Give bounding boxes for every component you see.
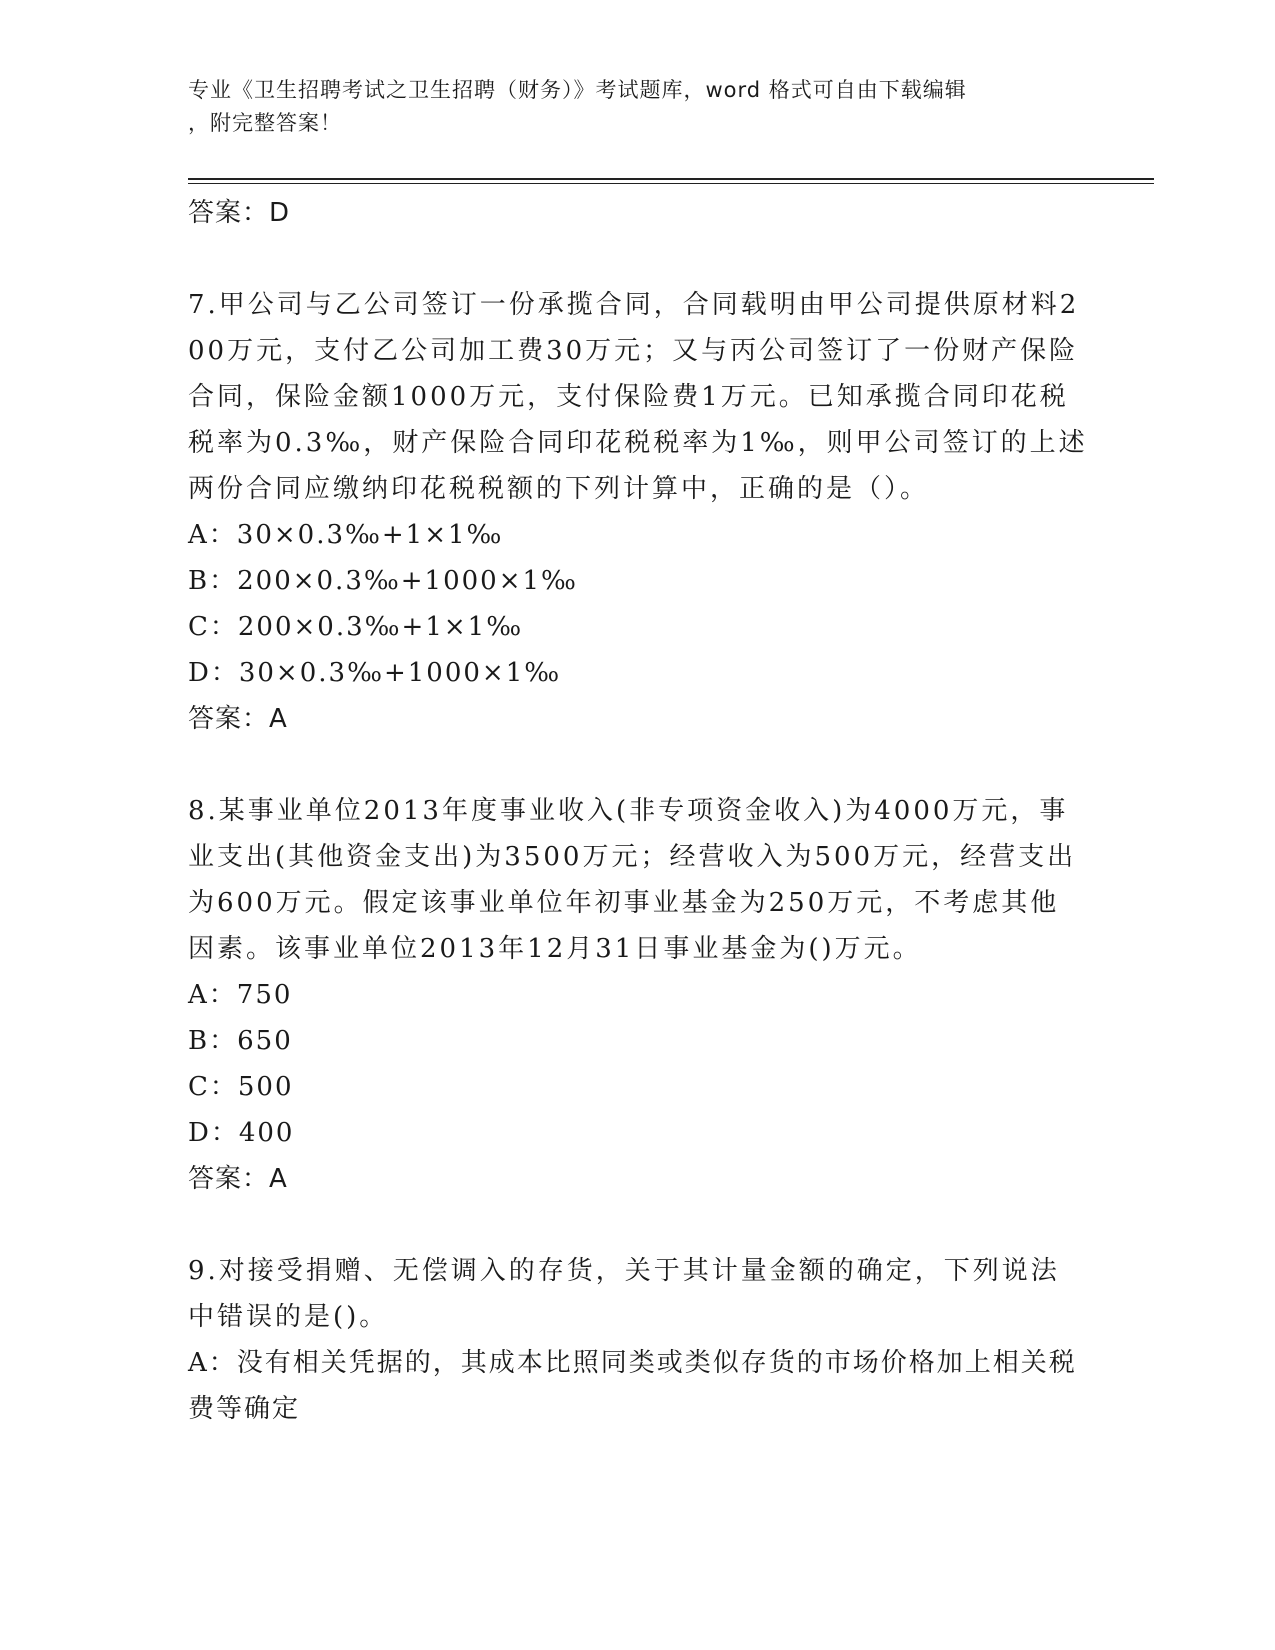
- question-8-option-c: C：500: [188, 1072, 294, 1102]
- question-7-option-a: A：30×0.3‰+1×1‰: [188, 520, 504, 550]
- header-line-1: 专业《卫生招聘考试之卫生招聘（财务）》考试题库，word 格式可自由下载编辑: [188, 78, 967, 102]
- question-9-option-a: A：没有相关凭据的，其成本比照同类或类似存货的市场价格加上相关税费等确定: [188, 1348, 1077, 1424]
- header-divider-thick: [188, 178, 1154, 180]
- question-8-option-b: B：650: [188, 1026, 293, 1056]
- question-8-option-d: D：400: [188, 1118, 295, 1148]
- question-8-option-a: A：750: [188, 980, 293, 1010]
- question-7-option-b: B：200×0.3‰+1000×1‰: [188, 566, 578, 596]
- question-7-option-c: C：200×0.3‰+1×1‰: [188, 612, 524, 642]
- question-9: [188, 1248, 1088, 1432]
- question-8: [188, 788, 1088, 1202]
- header-divider-thin: [188, 183, 1154, 184]
- question-8-text: 8.某事业单位2013年度事业收入(非专项资金收入)为4000万元，事业支出(其他资金支出)为3500万元；经营收入为500万元，经营支出为600万元。假定该事业单位年初事业基金为250万元，不考虑其他因素。该事业单位2013年12月31日事业基金为()万元。: [188, 796, 1077, 964]
- spacer: [188, 236, 1088, 282]
- question-7: [188, 282, 1088, 742]
- document-header: [188, 74, 1088, 140]
- spacer: [188, 742, 1088, 788]
- question-8-answer: 答案：A: [188, 1164, 288, 1194]
- document-body: [188, 190, 1088, 1432]
- question-9-text: 9.对接受捐赠、无偿调入的存货，关于其计量金额的确定，下列说法中错误的是()。: [188, 1256, 1060, 1332]
- spacer: [188, 1202, 1088, 1248]
- previous-answer: 答案：D: [188, 198, 291, 228]
- question-7-text: 7.甲公司与乙公司签订一份承揽合同，合同载明由甲公司提供原材料200万元，支付乙公司加工费30万元；又与丙公司签订了一份财产保险合同，保险金额1000万元，支付保险费1万元。已知承揽合同印花税税率为0.3‰，财产保险合同印花税税率为1‰，则甲公司签订的上述两份合同应缴纳印花税税额的下列计算中，正确的是（）。: [188, 290, 1088, 504]
- header-line-2: ，附完整答案！: [188, 111, 342, 135]
- question-7-option-d: D：30×0.3‰+1000×1‰: [188, 658, 562, 688]
- question-7-answer: 答案：A: [188, 704, 288, 734]
